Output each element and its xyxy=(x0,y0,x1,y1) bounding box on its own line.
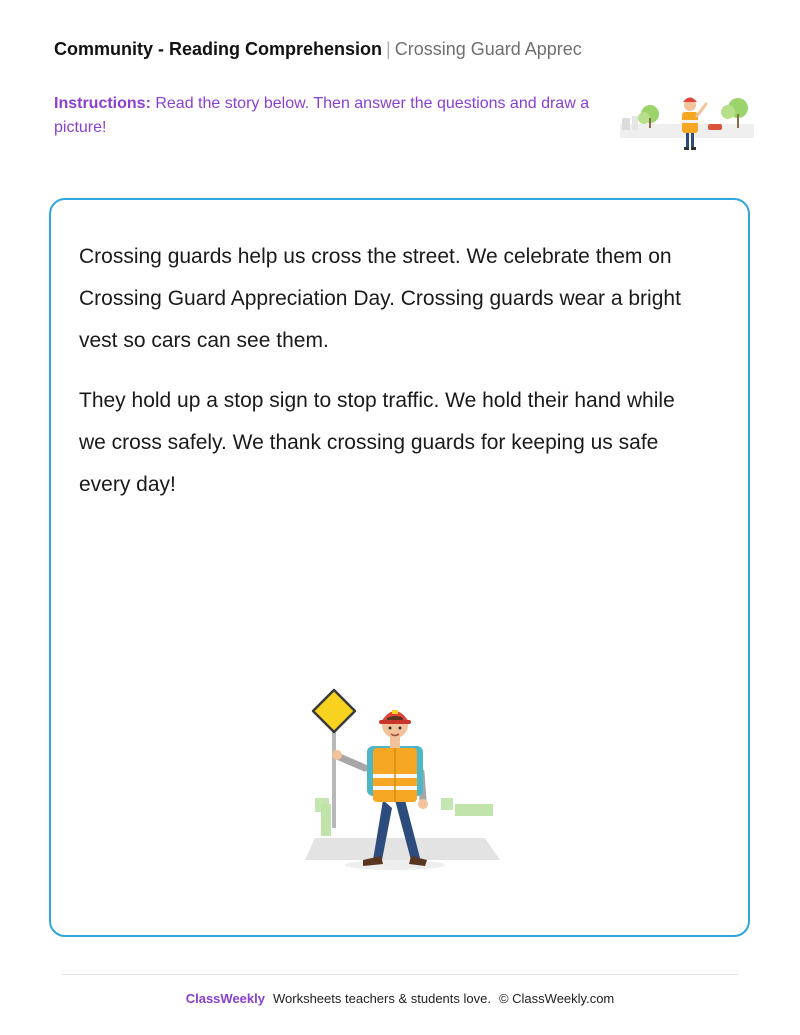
footer-tagline: Worksheets teachers & students love. xyxy=(272,991,491,1006)
crossing-guard-with-sign-icon xyxy=(255,628,525,918)
story-paragraph: Crossing guards help us cross the street. We celebrate them on Crossing Guard Appreciation Day. Crossing guards wear a bright vest so cars can see them. xyxy=(79,245,681,352)
worksheet-header xyxy=(54,36,606,62)
story-paragraph: They hold up a stop sign to stop traffic. We hold their hand while we cross safely. We thank crossing guards for keeping us safe every day! xyxy=(79,389,675,496)
crossing-guard-waving-icon xyxy=(620,88,754,156)
worksheet-topic: Crossing Guard Apprec xyxy=(394,39,582,59)
footer-brand: ClassWeekly xyxy=(185,991,265,1006)
header-separator: | xyxy=(386,39,391,59)
worksheet-subject: Community - Reading Comprehension xyxy=(54,39,383,59)
footer-copyright: © ClassWeekly.com xyxy=(498,991,615,1006)
instructions-label: Instructions: xyxy=(54,95,151,112)
instructions xyxy=(54,92,599,140)
story-text xyxy=(79,236,691,524)
footer-divider xyxy=(62,974,738,975)
footer xyxy=(0,990,800,1008)
instructions-text: Read the story below. Then answer the questions and draw a picture! xyxy=(54,95,590,136)
